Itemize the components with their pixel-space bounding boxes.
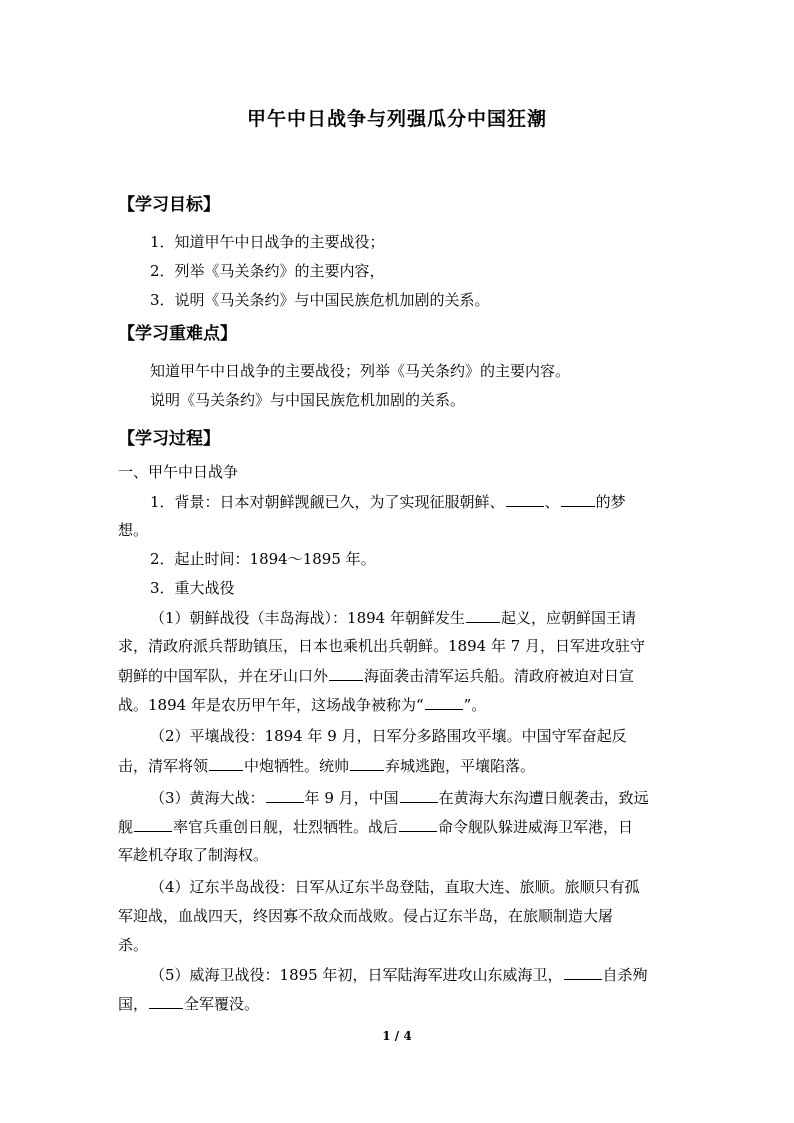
text-run: ”。 xyxy=(463,696,487,714)
text-run: 在黄海大东沟遭日舰袭击，致远 xyxy=(438,789,649,807)
text-run: 起义，应朝鲜国王请 xyxy=(501,609,637,627)
text-run: 全军覆没。 xyxy=(184,995,260,1013)
goal-item: 2．列举《马关条约》的主要内容， xyxy=(150,262,385,280)
text-run: 年 9 月，中国 xyxy=(304,789,399,807)
fill-blank[interactable] xyxy=(425,694,463,710)
section-heading-goals: 【学习目标】 xyxy=(118,195,220,215)
fill-blank[interactable] xyxy=(266,787,304,803)
paragraph-line: 杀。 xyxy=(118,936,149,954)
fill-blank[interactable] xyxy=(350,755,384,771)
section-heading-key-points: 【学习重难点】 xyxy=(118,324,237,344)
paragraph-background xyxy=(150,491,626,512)
text-run: 的梦 xyxy=(595,493,626,511)
fill-blank[interactable] xyxy=(149,993,183,1009)
text-run: 自杀殉 xyxy=(602,966,648,984)
paragraph-line xyxy=(118,816,633,837)
paragraph-time: 2．起止时间：1894～1895 年。 xyxy=(150,550,376,568)
text-run: 国， xyxy=(118,995,149,1013)
paragraph-line: 想。 xyxy=(118,521,149,539)
page-number: 1 / 4 xyxy=(382,1029,412,1043)
paragraph-line xyxy=(150,964,648,985)
paragraph-line xyxy=(118,694,486,715)
paragraph-line: 求，清政府派兵帮助镇压，日本也乘机出兵朝鲜。1894 年 7 月，日军进攻驻守 xyxy=(118,637,646,655)
text-run: 朝鲜的中国军队，并在牙山口外 xyxy=(118,667,329,685)
text-run: 弃城逃跑，平壤陷落。 xyxy=(385,757,536,775)
text-run: 命令舰队躲进威海卫军港，日 xyxy=(438,818,634,836)
section-heading-process: 【学习过程】 xyxy=(118,429,220,449)
text-run: （5）威海卫战役：1895 年初，日军陆海军进攻山东威海卫， xyxy=(150,966,563,984)
paragraph-line: （4）辽东半岛战役：日军从辽东半岛登陆，直取大连、旅顺。旅顺只有孤 xyxy=(150,878,640,896)
fill-blank[interactable] xyxy=(466,607,500,623)
goal-item: 3．说明《马关条约》与中国民族危机加剧的关系。 xyxy=(150,291,490,309)
text-run: 中炮牺牲。统帅 xyxy=(244,757,350,775)
paragraph-line: （2）平壤战役：1894 年 9 月，日军分多路围攻平壤。中国守军奋起反 xyxy=(150,727,627,745)
text-run: 海面袭击清军运兵船。清政府被迫对日宣 xyxy=(364,667,635,685)
fill-blank[interactable] xyxy=(561,491,595,507)
fill-blank[interactable] xyxy=(564,964,602,980)
paragraph-line xyxy=(150,607,636,628)
key-point-item: 知道甲午中日战争的主要战役；列举《马关条约》的主要内容。 xyxy=(150,362,571,380)
paragraph-line xyxy=(150,787,649,808)
text-run: 、 xyxy=(544,493,560,511)
fill-blank[interactable] xyxy=(400,787,438,803)
fill-blank[interactable] xyxy=(399,816,437,832)
fill-blank[interactable] xyxy=(506,491,544,507)
text-run: 击，清军将领 xyxy=(118,757,209,775)
paragraph-line xyxy=(118,993,259,1014)
fill-blank[interactable] xyxy=(329,665,363,681)
goal-item: 1．知道甲午中日战争的主要战役； xyxy=(150,233,385,251)
text-run: （3）黄海大战： xyxy=(150,789,265,807)
fill-blank[interactable] xyxy=(209,755,243,771)
text-run: 战。1894 年是农历甲午年，这场战争被称为“ xyxy=(118,696,424,714)
paragraph-line xyxy=(118,665,634,686)
paragraph-line: 军迎战，血战四天，终因寡不敌众而战败。侵占辽东半岛，在旅顺制造大屠 xyxy=(118,907,614,925)
text-run: 率官兵重创日舰，壮烈牺牲。战后 xyxy=(173,818,399,836)
text-run: 舰 xyxy=(118,818,134,836)
fill-blank[interactable] xyxy=(134,816,172,832)
page-title: 甲午中日战争与列强瓜分中国狂潮 xyxy=(246,108,547,130)
text-run: 1．背景：日本对朝鲜觊觎已久，为了实现征服朝鲜、 xyxy=(150,493,505,511)
paragraph-line: 军趁机夺取了制海权。 xyxy=(118,846,269,864)
paragraph-line xyxy=(118,755,535,776)
part-heading: 一、甲午中日战争 xyxy=(118,463,239,481)
text-run: （1）朝鲜战役（丰岛海战）：1894 年朝鲜发生 xyxy=(150,609,465,627)
paragraph-battles-heading: 3．重大战役 xyxy=(150,579,235,597)
key-point-item: 说明《马关条约》与中国民族危机加剧的关系。 xyxy=(150,391,466,409)
